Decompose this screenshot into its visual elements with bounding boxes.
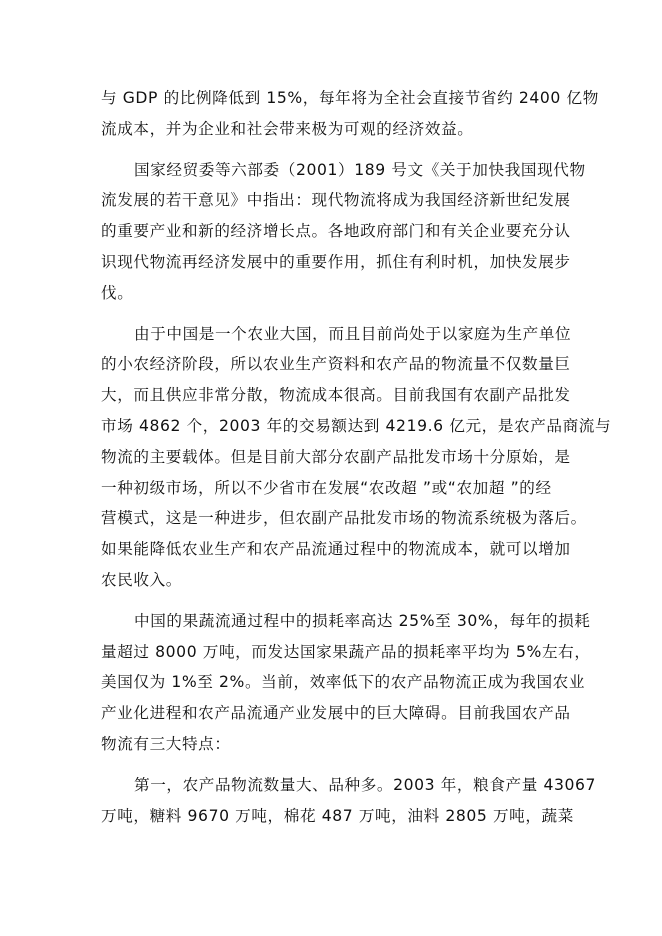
text-line: 流成本，并为企业和社会带来极为可观的经济效益。 bbox=[101, 119, 474, 138]
document-body bbox=[101, 83, 612, 841]
paragraph-policy-opinion bbox=[101, 155, 586, 309]
text-line: 万吨，糖料 9670 万吨，棉花 487 万吨，油料 2805 万吨，蔬菜 bbox=[101, 806, 574, 825]
text-line: 如果能降低农业生产和农产品流通过程中的物流成本，就可以增加 bbox=[101, 540, 571, 559]
text-line: 产业化进程和农产品流通产业发展中的巨大障碍。目前我国农产品 bbox=[101, 704, 571, 723]
text-line: 一种初级市场，所以不少省市在发展“农改超 ”或“农加超 ”的经 bbox=[101, 478, 552, 497]
text-line: 农民收入。 bbox=[101, 570, 182, 589]
text-line: 识现代物流再经济发展中的重要作用，抓住有利时机，加快发展步 bbox=[101, 252, 571, 271]
text-line: 美国仅为 1%至 2%。当前，效率低下的农产品物流正成为我国农业 bbox=[101, 673, 586, 692]
text-line: 营模式，这是一种进步，但农副产品批发市场的物流系统极为落后。 bbox=[101, 509, 587, 528]
paragraph-agricultural-market bbox=[101, 319, 612, 596]
text-line: 的小农经济阶段，所以农业生产资料和农产品的物流量不仅数量巨 bbox=[101, 355, 571, 374]
text-line: 流发展的若干意见》中指出：现代物流将成为我国经济新世纪发展 bbox=[101, 191, 571, 210]
text-line: 由于中国是一个农业大国，而且目前尚处于以家庭为生产单位 bbox=[134, 324, 572, 343]
text-line: 大，而且供应非常分散，物流成本很高。目前我国有农副产品批发 bbox=[101, 386, 571, 405]
text-line: 国家经贸委等六部委（2001）189 号文《关于加快我国现代物 bbox=[134, 160, 586, 179]
text-line: 中国的果蔬流通过程中的损耗率高达 25%至 30%，每年的损耗 bbox=[134, 611, 591, 630]
text-line: 第一，农产品物流数量大、品种多。2003 年，粮食产量 43067 bbox=[134, 775, 597, 794]
text-line: 物流有三大特点： bbox=[101, 734, 231, 753]
paragraph-gdp-logistics-cost bbox=[101, 83, 599, 145]
text-line: 市场 4862 个，2003 年的交易额达到 4219.6 亿元，是农产品商流与 bbox=[101, 416, 612, 435]
text-line: 伐。 bbox=[101, 283, 134, 302]
paragraph-produce-loss-rate bbox=[101, 606, 591, 760]
text-line: 的重要产业和新的经济增长点。各地政府部门和有关企业要充分认 bbox=[101, 222, 571, 241]
text-line: 物流的主要载体。但是目前大部分农副产品批发市场十分原始，是 bbox=[101, 447, 571, 466]
text-line: 与 GDP 的比例降低到 15%，每年将为全社会直接节省约 2400 亿物 bbox=[101, 89, 599, 107]
text-line: 量超过 8000 万吨，而发达国家果蔬产品的损耗率平均为 5%左右， bbox=[101, 642, 591, 661]
paragraph-first-feature bbox=[101, 770, 597, 832]
